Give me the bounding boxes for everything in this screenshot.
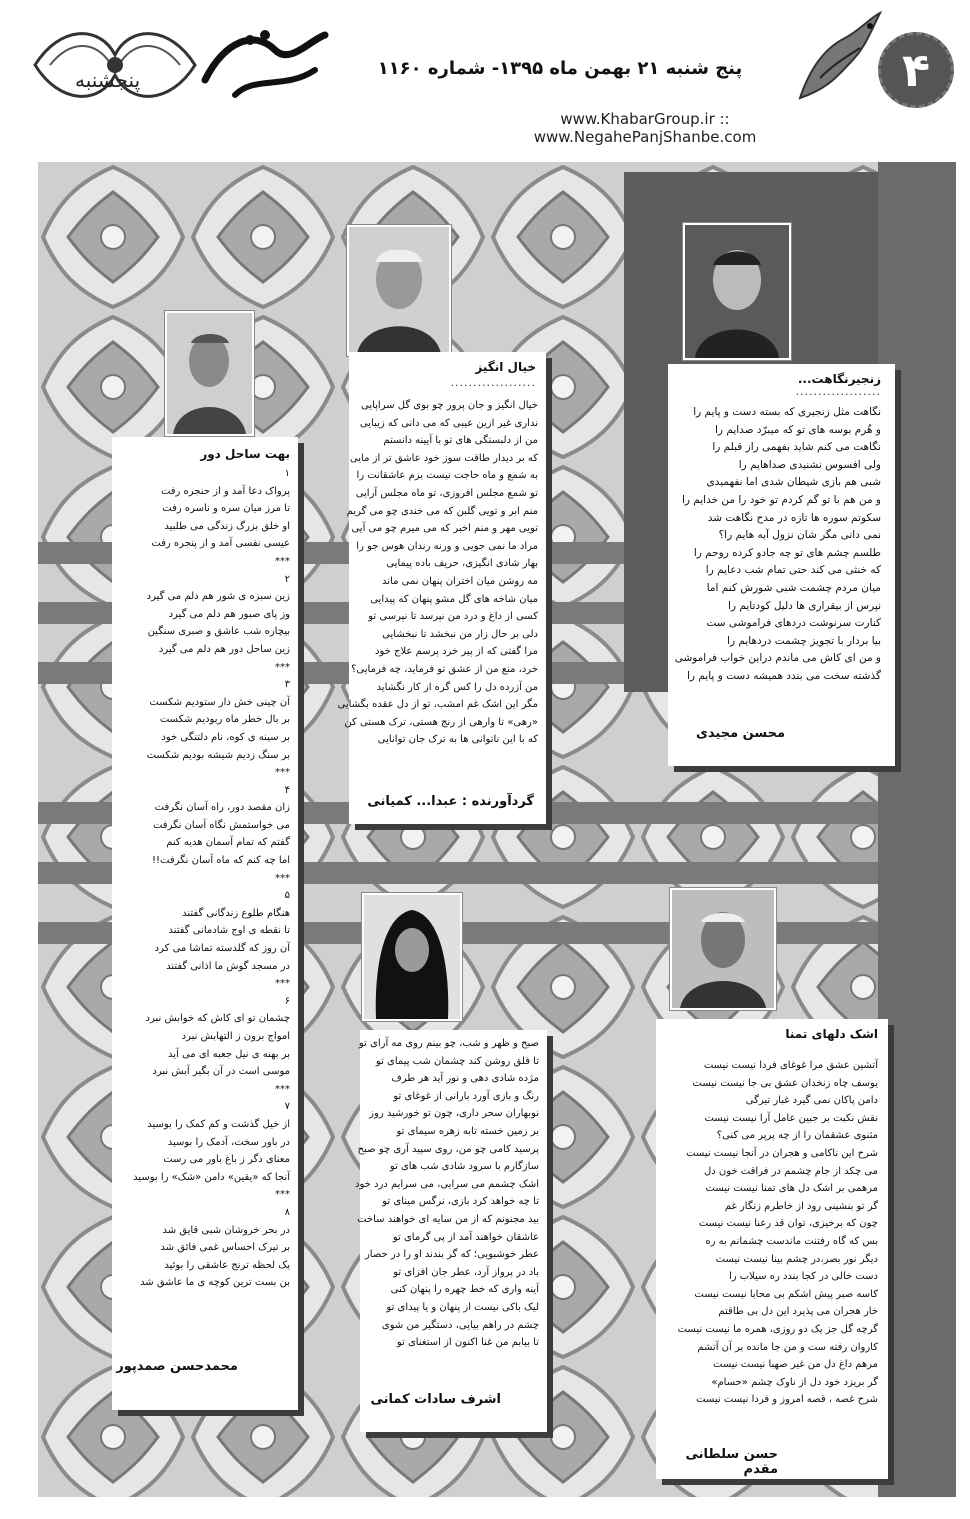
poem-line: ۲ [284, 573, 290, 585]
poem-author: محسن مجیدی [695, 726, 785, 741]
issue-date: پنج شنبه ۲۱ بهمن ماه ۱۳۹۵- شماره ۱۱۶۰ [377, 58, 743, 79]
poem-line: دلی بر حال زار من نبخشد تا نبخشایی [382, 628, 538, 640]
poem-line: تا مرز میان سره و ناسره رفت [162, 503, 290, 515]
poem-line: بهار شادی انگیزی، حریف باده پیمایی [386, 558, 538, 570]
negah-logo [195, 20, 335, 110]
poem-line: تا فلق روشن کند چشمان شب پیمای تو [375, 1055, 539, 1067]
poem-line: *** [275, 767, 290, 779]
poem-line: ۶ [284, 995, 290, 1007]
poem-line: پرواک دعا آمد و از حنجره رفت [160, 485, 290, 497]
poem-line: نپرس از بیقراری ها دلیل کودتایم را [728, 599, 881, 612]
poem-line: میان مردم چشمت شبی شورش کنم اما [706, 581, 881, 594]
poem-line: امواج برون ز التهابش نبرد [181, 1031, 290, 1042]
poem-line: می خواستمش نگاه آسان نگرفت [152, 819, 290, 831]
poem-line: ۳ [284, 679, 290, 691]
poem-line: معنای دگر ز باغ باور می رست [163, 1154, 290, 1166]
poem-line: چشم در راهم بیایی، دستگیر من شوی [381, 1319, 539, 1331]
poem-line: بر سنگ زدیم شیشه بودیم شکست [146, 749, 290, 761]
poem-author: حسن سلطانی مقدم [685, 1447, 778, 1477]
poem-line: بر تیرک احساس غمی فائق شد [160, 1242, 290, 1254]
poem-line: آنجا که «یقین» دامن «شک» را بوسید [133, 1171, 290, 1183]
poem-line: گذشته سخت می بندد همیشه دست و پایم را [687, 669, 881, 682]
poem-line: مرا گفتی که از پیر خرد پرسم علاج خود [375, 646, 538, 658]
poem-line: نوبهاران سحر داری، چون تو خورشید روز [369, 1108, 539, 1120]
poem-line: دیگر نور بصر،در چشم بینا نیست نیست [715, 1253, 878, 1265]
poem-line: بید مجنونم که از من سایه ای خواهند ساخت [357, 1213, 539, 1225]
poem-line: موسی است در آن بگیر آبش نبرد [152, 1066, 290, 1078]
masthead [0, 0, 970, 146]
poem-line: ۴ [284, 784, 290, 796]
poem-line: او خلق بزرگ زندگی می طلبید [164, 520, 290, 532]
poem-line: چشمان تو ای کاش که خوابش نبرد [145, 1013, 290, 1025]
poem-line: طلسم چشم های تو چه جادو کرده روحم را [693, 546, 881, 559]
portrait-photo-soltani [670, 888, 776, 1010]
poem-line: خرد، منع من از عشق تو فرماید، چه فرمایی؟ [351, 663, 538, 675]
logo-subtitle: پنجشنبه [75, 68, 141, 92]
poem-line: نداری غیر ازین عیبی که می دانی که زیبایی [359, 417, 538, 429]
poem-line: آن چینی خش دار ستودیم شکست [149, 696, 290, 708]
poem-line: آینه واری که خط چهره را پنهان کنی [390, 1284, 539, 1296]
poem-line: من آزرده دل را کس گره از کار نگشاید [376, 681, 538, 693]
poem-author: محمدحسن صمدپور [116, 1359, 238, 1374]
poem-line: از خیل گذشت و کم کمک را بوسید [147, 1118, 290, 1130]
poem-body [338, 397, 538, 749]
poem-card-soltani [656, 1019, 888, 1479]
poem-line: گرچه گل جز یک دو روزی، همره ما نیست نیست [677, 1323, 878, 1335]
poem-line: که خنثی می کند حتی تمام شب دعایم را [705, 564, 881, 577]
poem-line: می چکد از جام چشمم در فراقت خون دل [703, 1165, 878, 1177]
poem-line: بر بهنه ی نیل جعبه ای می آید [167, 1048, 290, 1060]
portrait-photo-samadpour [165, 311, 254, 436]
poem-line: مژده شادی دهی و نور آید هر طرف [391, 1073, 539, 1085]
poem-line: دست خالی در کجا بندد ره سیلاب را [728, 1271, 878, 1283]
poem-line: لیک باکی نیست از پنهان و یا پیدای تو [386, 1301, 539, 1313]
poem-title: زنجیرنگاهت... [797, 372, 881, 386]
poem-line: بن بست ترین کوچه ی ما عاشق شد [140, 1277, 290, 1289]
poem-line: منم ابر و تویی گلبن که می خندی چو می گریم [346, 505, 538, 517]
poem-line: رنگ و بازی آورد بارانی از غوغای تو [393, 1090, 539, 1102]
poem-body [133, 465, 290, 1292]
poem-line: پرسید کامی چو من، روی سپید آری چو صبح [357, 1143, 539, 1155]
poem-line: «رهی» تا وارهی از رنج هستی، ترک هستی کن [344, 716, 538, 728]
portrait-photo-kermani [362, 893, 462, 1021]
poem-line: و من هم با تو گم کردم تو خود را من خدایم را [681, 493, 881, 506]
poem-line: سازگارم با سرود شادی شب های تو [389, 1161, 539, 1173]
poem-line: وز پای صبور هم دلم می گیرد [168, 608, 290, 620]
poem-line: گر بریزد خود دل از ناوک چشم «حسام» [711, 1376, 878, 1388]
portrait-photo-kiani [347, 225, 451, 356]
poem-line: سکوتم سوره ها تازه در مدح نگاهت شد [707, 511, 881, 524]
page-number: ۴ [878, 32, 954, 108]
poem-line: ۵ [284, 890, 290, 902]
poem-line: مثنوی عشقمان را از چه پرپر می کنی؟ [716, 1130, 878, 1142]
poem-line: زین ساحل دور هم دلم می گیرد [158, 643, 290, 655]
poem-title: خیال انگیز [475, 360, 536, 374]
poem-line: تا بیابم من غنا اکنون از استغنای تو [396, 1337, 539, 1349]
poem-line: کنارت سرنوشت دردهای فراموشی ست [706, 617, 881, 630]
poem-line: زین سبزه ی شور هم دلم می گیرد [146, 591, 290, 603]
poem-line: نگاهت مثل زنجیری که بسته دست و پایم را [693, 406, 881, 418]
poem-line: زان مقصد دور، راه آسان نگرفت [154, 802, 290, 814]
poem-line: عاشقان خواهند آمد از پی گرمای تو [392, 1231, 539, 1243]
poem-line: ۸ [284, 1206, 290, 1218]
poem-line: شرح این ناکامی و هجران در آنجا نیست نیست [686, 1147, 878, 1159]
poem-author: گردآورنده : عبدا... کمیانی [367, 794, 534, 809]
poem-line: تا نقطه ی اوج شادمانی گفتند [168, 925, 290, 937]
poem-line: اشک چشمم می سرایی، می سرایم درد خود [355, 1178, 539, 1190]
poem-line: تو شمع مجلس افروزی، تو ماه مجلس آرایی [355, 487, 538, 499]
poem-line: اما چه کنم که ماه آسان نگرفت!! [152, 855, 290, 867]
poem-line: باد در پرواز آرد، عطر جان افزای تو [393, 1266, 539, 1278]
poem-line: بر سینه ی کوه، نام دلتنگی خود [161, 731, 290, 743]
poem-line: *** [275, 1083, 290, 1095]
poem-line: عیسی نفسی آمد و از پنجره رفت [151, 538, 290, 550]
poem-line: تویی مهر و منم اخبر که می میرم چو می آیی [351, 523, 538, 535]
poem-line: گر تو بنشینی رود از خاطرم زنگار غم [724, 1200, 878, 1212]
poem-line: ۷ [284, 1101, 290, 1113]
poem-line: دامن پاکان نمی گیرد غبار تیرگی [745, 1095, 878, 1107]
poem-line: بس که گاه رفتنت ماندست چشمانم به ره [705, 1235, 878, 1247]
poem-line: آتشین عشق مرا غوغای فردا نیست نیست [703, 1060, 878, 1071]
poem-line: که با این ناتوانی ها به ترک جان توانایی [377, 734, 538, 746]
poem-line: در مسجد گوش ما اذانی گفتند [166, 960, 290, 972]
poem-line: مرهم داغ دل من غیر صهبا نیست نیست [713, 1359, 878, 1371]
poem-line: من از دلبستگی های تو با آیینه دانستم [383, 435, 538, 447]
poem-title: بهت ساحل دور [200, 447, 290, 461]
poem-line: مه روشن میان اختران پنهان نمی ماند [382, 575, 538, 587]
poem-line: صبح و ظهر و شب، چو بینم روی مه آرای تو [358, 1038, 539, 1049]
portrait-photo-majidi [683, 223, 791, 360]
poem-line: شبی هم بازی شیطان شدی اما نفهمیدی [706, 476, 881, 489]
poem-line: به شمع و ماه حاجت نیست بزم عاشقانت را [356, 470, 538, 482]
poem-body [675, 404, 881, 686]
poem-line: *** [275, 978, 290, 990]
poem-body [678, 1057, 878, 1409]
poem-line: بیا بردار با تجویز چشمت دردهایم را [727, 634, 881, 647]
poem-line: ولی افسوس نشنیدی صداهایم را [738, 458, 881, 471]
poem-line: تا چه خواهد کرد بازی، نرگس مینای تو [382, 1196, 539, 1208]
bird-illustration [790, 8, 885, 108]
poem-card-kermani [355, 1030, 547, 1432]
poem-line: و من ای کاش می ماندم دراین خواب فراموشی [674, 652, 881, 665]
poem-line: گفتم که تمام آسمان هدیه کنم [166, 837, 290, 849]
poem-line: نقش نکبت بر جبین عامل آرا نیست نیست [704, 1112, 878, 1124]
title-dots: ................... [450, 376, 536, 389]
poem-line: در باور سخت، آدمک را بوسید [167, 1136, 290, 1148]
poem-line: هنگام طلوع زندگانی گفتند [182, 907, 290, 919]
poem-line: ۱ [284, 468, 290, 479]
poem-line: بر زمین خسته تابه زهره سیمای تو [396, 1125, 539, 1137]
arabesque-ornament-left [30, 15, 200, 115]
poem-line: بیچاره شب عاشق و صبری سنگین [147, 626, 290, 638]
title-dots: ................... [795, 385, 881, 398]
poem-line: خار هجران می پذیرد این دل بی طاقتم [718, 1306, 878, 1318]
poem-line: شرح غصه ، قصه امروز و فردا نیست نیست [696, 1394, 878, 1406]
poem-line: *** [275, 1189, 290, 1201]
poem-line: نمی دانی مگر شان نزول آیه هایم را؟ [718, 529, 881, 542]
poem-line: میان شاخه های گل مشو پنهان که پیدایی [370, 593, 538, 605]
poem-line: بر بال خطر ماه ربودیم شکست [159, 714, 290, 726]
poem-title: اشک دلهای تمنا [785, 1027, 878, 1041]
poem-author: اشرف سادات کمانی [370, 1392, 501, 1407]
poem-line: آن روز که گلدسته تماشا می کرد [154, 943, 290, 955]
poem-card-majidi [668, 364, 895, 766]
poem-line: خیال انگیز و جان پرور چو بوی گل سراپایی [360, 400, 538, 411]
poem-line: نگاهت می کنم شاید بفهمی راز قبلم را [712, 441, 881, 454]
website-urls: www.KhabarGroup.ir :: www.NegahePanjShanbe.com [533, 110, 757, 146]
poem-line: مگر این اشک غم امشب، تو از دل عقده بگشایی [337, 699, 538, 711]
poem-line: *** [275, 555, 290, 567]
poem-card-samadpour [112, 437, 298, 1410]
poem-line: و هُرم بوسه های تو که میبرّد صدایم را [715, 423, 881, 436]
poem-line: یک لحظه ترنج عاشقی را بوئید [164, 1259, 290, 1271]
poem-card-kiani [337, 352, 546, 824]
poem-body [355, 1035, 539, 1352]
poem-line: عطر خوشبویی؛ که گر بندند او را در حصار [364, 1249, 539, 1261]
poem-line: کسی از داغ و درد من نپرسد تا نپرسی تو [368, 611, 538, 623]
poem-line: که بر دیدار طاقت سوز خود عاشق تر از مایی [349, 452, 538, 464]
poem-line: مراد ما نمی جویی و ورنه رندان هوس جو را [356, 540, 538, 552]
poem-line: کاسه صبر پیش اشکم بی محابا نیست نیست [694, 1288, 878, 1300]
poem-line: *** [275, 872, 290, 884]
poem-line: کاروان رفته ست و من جا مانده بر آن آتشم [697, 1341, 878, 1353]
poem-line: یوسف چاه زنخدان عشق بی جا نیست نیست [692, 1077, 878, 1089]
poem-line: چون که برخیزی، توان قد رعنا نیست نیست [698, 1218, 878, 1230]
poem-line: مرهمی بر اشک دل های تمنا نیست نیست [705, 1183, 878, 1195]
poem-line: در بحر خروشان شبی قایق شد [162, 1224, 290, 1236]
poem-line: *** [275, 661, 290, 673]
